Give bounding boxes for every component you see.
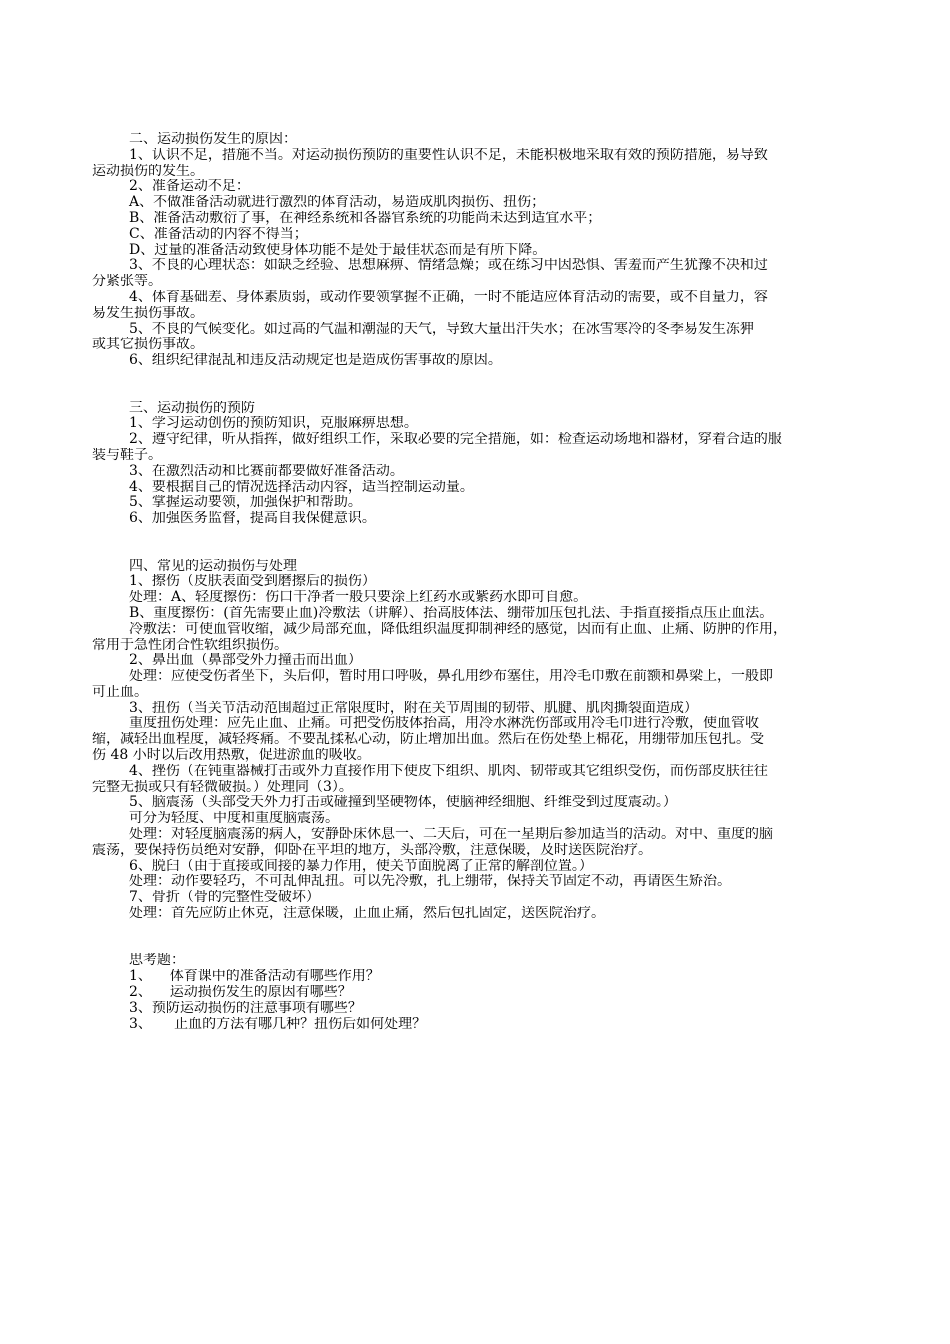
paragraph-line: 缩，减轻出血程度，减轻疼痛。不要乱揉私心动，防止增加出血。然后在伤处垫上棉花，用绷带加压包扎。受 <box>92 732 764 748</box>
paragraph-line: 处理：动作要轻巧，不可乱伸乱扭。可以先冷敷，扎上绷带，保持关节固定不动，再请医生矫治。 <box>129 874 731 890</box>
paragraph-line: 6、组织纪律混乱和违反活动规定也是造成伤害事故的原因。 <box>129 353 502 369</box>
paragraph-line: 2、遵守纪律，听从指挥，做好组织工作，采取必要的完全措施，如：检查运动场地和器材，穿着合适的服 <box>129 432 782 448</box>
paragraph-line: 常用于急性闭合性软组织损伤。 <box>92 637 288 653</box>
paragraph-line: 震荡，要保持伤员绝对安静，仰卧在平坦的地方，头部冷敷，注意保暖，及时送医院治疗。 <box>92 842 652 858</box>
paragraph-line: 装与鞋子。 <box>92 447 162 463</box>
paragraph-line: 处理：应使受伤者坐下，头后仰，暂时用口呼吸，鼻孔用纱布塞住，用冷毛巾敷在前额和鼻梁上，一般即 <box>129 669 773 685</box>
paragraph-line: 3、扭伤（当关节活动范围超过正常限度时，附在关节周围的韧带、肌腱、肌肉撕裂面造成） <box>129 700 698 716</box>
list-item: B、准备活动敷衍了事，在神经系统和各器官系统的功能尚未达到适宜水平； <box>129 210 602 226</box>
question-item: 3、预防运动损伤的注意事项有哪些？ <box>129 1000 362 1016</box>
paragraph-line: 1、擦伤（皮肤表面受到磨擦后的损伤） <box>129 574 376 590</box>
paragraph-line: 运动损伤的发生。 <box>92 163 204 179</box>
paragraph-line: 5、脑震荡（头部受天外力打击或碰撞到坚硬物体，使脑神经细胞、纤维受到过度震动。） <box>129 795 677 811</box>
paragraph-line: 6、脱臼（由于直接或间接的暴力作用，使关节面脱离了正常的解剖位置。） <box>129 858 593 874</box>
paragraph-line: 重度扭伤处理：应先止血、止痛。可把受伤肢体抬高，用冷水淋洗伤部或用冷毛巾进行冷敷，使血管收 <box>129 716 759 732</box>
question-item: 1、 体育课中的准备活动有哪些作用？ <box>129 969 380 985</box>
paragraph-line: 2、准备运动不足： <box>129 179 250 195</box>
paragraph-line: 处理：对轻度脑震荡的病人，安静卧床休息一、二天后，可在一星期后参加适当的活动。对中、重度的脑 <box>129 827 773 843</box>
paragraph-line: 4、要根据自己的情况选择活动内容，适当控制运动量。 <box>129 479 474 495</box>
paragraph-line: 7、骨折（骨的完整性受破坏） <box>129 890 320 906</box>
paragraph-line: 5、不良的气候变化。如过高的气温和潮湿的天气，导致大量出汗失水；在冰雪寒冷的冬季易发生冻狎 <box>129 321 754 337</box>
paragraph-line: B、重度擦伤：(首先需要止血)冷敷法（讲解）、抬高肢体法、绷带加压包扎法、手指直接指点压止血法。 <box>129 605 774 621</box>
paragraph-line: 易发生损伤事故。 <box>92 305 204 321</box>
paragraph-line: 或其它损伤事故。 <box>92 337 204 353</box>
paragraph-line: 6、加强医务监督，提高自我保健意识。 <box>129 511 376 527</box>
paragraph-line: 4、体育基础差、身体素质弱，或动作要领掌握不正确，一时不能适应体育活动的需要，或不自量力，容 <box>129 289 768 305</box>
list-item: D、过量的准备活动致使身体功能不是处于最佳状态而是有所下降。 <box>129 242 547 258</box>
paragraph-line: 分紧张等。 <box>92 274 162 290</box>
section2-heading: 二、运动损伤发生的原因： <box>129 132 297 147</box>
paragraph-line: 4、挫伤（在钝重器械打击或外力直接作用下使皮下组织、肌肉、韧带或其它组织受伤，而伤部皮肤往往 <box>129 763 768 779</box>
paragraph-line: 5、掌握运动要领，加强保护和帮助。 <box>129 495 362 511</box>
paragraph-line: 2、鼻出血（鼻部受外力撞击而出血） <box>129 653 362 669</box>
paragraph-line: 冷敷法：可使血管收缩，减少局部充血，降低组织温度抑制神经的感觉，因而有止血、止痛、防肿的作用， <box>129 621 787 637</box>
paragraph-line: 3、不良的心理状态：如缺乏经验、思想麻痹、情绪急燥；或在练习中因恐惧、害羞而产生犹豫不决和过 <box>129 258 768 274</box>
section3-heading: 三、运动损伤的预防 <box>129 400 255 416</box>
question-item: 2、 运动损伤发生的原因有哪些？ <box>129 985 352 1001</box>
paragraph-line: 可止血。 <box>92 684 148 700</box>
list-item: C、准备活动的内容不得当； <box>129 226 308 242</box>
document-body <box>92 132 867 1032</box>
list-item: A、不做准备活动就进行激烈的体育活动，易造成肌肉损伤、扭伤； <box>129 195 546 211</box>
paragraph-line: 1、认识不足，措施不当。对运动损伤预防的重要性认识不足，未能积极地采取有效的预防措施，易导致 <box>129 147 768 163</box>
paragraph-line: 1、学习运动创伤的预防知识，克服麻痹思想。 <box>129 416 418 432</box>
paragraph-line: 可分为轻度、中度和重度脑震荡。 <box>129 811 339 827</box>
paragraph-line: 处理：首先应防止休克，注意保暖，止血止痛，然后包扎固定，送医院治疗。 <box>129 906 605 922</box>
section4-heading: 四、常见的运动损伤与处理 <box>129 558 297 574</box>
paragraph-line: 处理：A、轻度擦伤：伤口干净者一般只要涂上红药水或紫药水即可自愈。 <box>129 590 588 606</box>
paragraph-line: 伤 48 小时以后改用热敷，促进淤血的吸收。 <box>92 748 371 764</box>
paragraph-line: 完整无损或只有轻微破损。）处理同（3）。 <box>92 779 353 795</box>
paragraph-line: 3、在激烈活动和比赛前都要做好准备活动。 <box>129 463 404 479</box>
question-item: 3、 止血的方法有哪几种？扭伤后如何处理？ <box>129 1016 427 1032</box>
questions-heading: 思考题： <box>129 953 185 969</box>
